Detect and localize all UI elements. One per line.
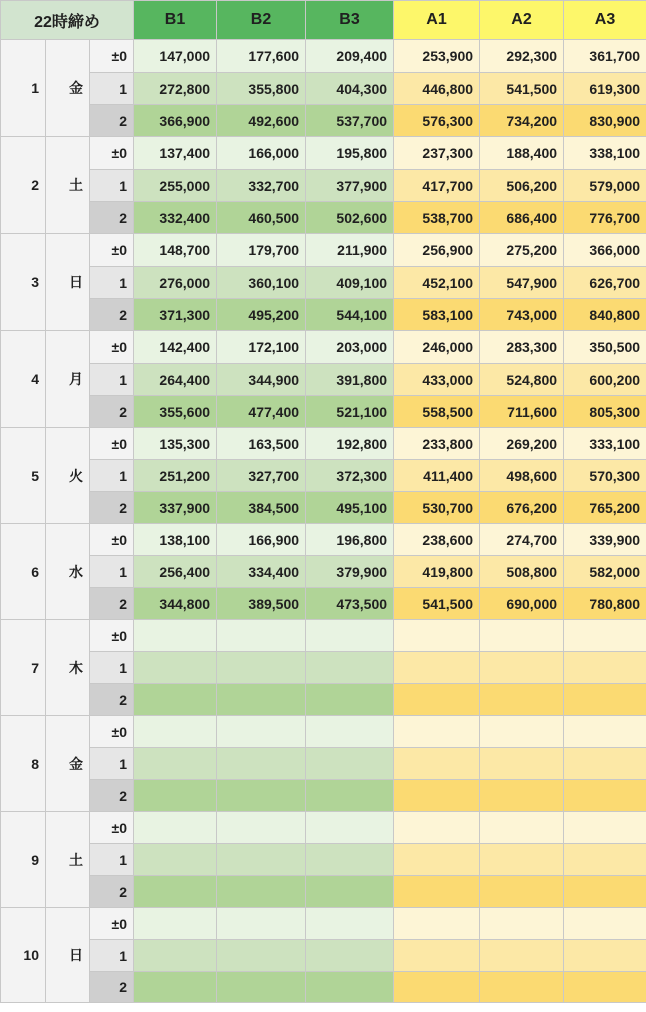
price-cell-a2 (480, 684, 564, 716)
price-cell-a3 (564, 908, 646, 940)
price-cell-b2: 495,200 (217, 299, 306, 331)
table-row (1, 812, 646, 844)
sub-row-label: 1 (90, 556, 134, 588)
price-cell-b2 (217, 876, 306, 908)
price-cell-b2: 177,600 (217, 40, 306, 73)
price-cell-a1 (394, 908, 480, 940)
table-row (1, 170, 646, 202)
table-row (1, 202, 646, 234)
price-cell-a3 (564, 876, 646, 908)
price-cell-a1: 452,100 (394, 267, 480, 299)
price-cell-a3 (564, 972, 646, 1003)
price-cell-b2 (217, 812, 306, 844)
day-number-cell: 6 (1, 524, 46, 620)
weekday-cell: 火 (46, 428, 90, 524)
price-cell-a1 (394, 844, 480, 876)
price-cell-a1 (394, 940, 480, 972)
price-cell-a1: 530,700 (394, 492, 480, 524)
day-number-cell: 10 (1, 908, 46, 1003)
sub-row-label: 2 (90, 396, 134, 428)
price-cell-a2: 506,200 (480, 170, 564, 202)
sub-row-label: 1 (90, 73, 134, 105)
price-cell-b2 (217, 940, 306, 972)
price-cell-b3: 211,900 (306, 234, 394, 267)
price-cell-b2 (217, 972, 306, 1003)
price-cell-b2 (217, 652, 306, 684)
price-cell-a1: 253,900 (394, 40, 480, 73)
price-cell-a1 (394, 684, 480, 716)
table-row (1, 105, 646, 137)
price-cell-a2: 269,200 (480, 428, 564, 460)
price-cell-a2 (480, 940, 564, 972)
price-cell-b3 (306, 652, 394, 684)
weekday-cell: 金 (46, 40, 90, 137)
price-cell-a1: 246,000 (394, 331, 480, 364)
sub-row-label: 2 (90, 202, 134, 234)
table-row (1, 396, 646, 428)
price-cell-a3: 579,000 (564, 170, 646, 202)
price-cell-a2 (480, 652, 564, 684)
price-cell-a3: 570,300 (564, 460, 646, 492)
price-cell-a1 (394, 748, 480, 780)
price-cell-b1: 256,400 (134, 556, 217, 588)
price-cell-b2: 163,500 (217, 428, 306, 460)
price-cell-b3 (306, 620, 394, 652)
price-cell-b2: 344,900 (217, 364, 306, 396)
price-cell-a1 (394, 876, 480, 908)
price-cell-a1: 541,500 (394, 588, 480, 620)
price-cell-a1: 411,400 (394, 460, 480, 492)
price-cell-b1: 344,800 (134, 588, 217, 620)
price-cell-a2: 508,800 (480, 556, 564, 588)
table-row (1, 40, 646, 73)
price-cell-b2: 166,000 (217, 137, 306, 170)
price-cell-a3: 619,300 (564, 73, 646, 105)
sub-row-label: 1 (90, 940, 134, 972)
price-cell-a1: 576,300 (394, 105, 480, 137)
price-cell-a3: 765,200 (564, 492, 646, 524)
price-cell-b1 (134, 972, 217, 1003)
table-row (1, 908, 646, 940)
table-row (1, 972, 646, 1003)
weekday-cell: 日 (46, 234, 90, 331)
sub-row-label: 1 (90, 460, 134, 492)
price-cell-b2: 334,400 (217, 556, 306, 588)
price-cell-a2 (480, 780, 564, 812)
price-cell-b3 (306, 684, 394, 716)
price-cell-a2: 274,700 (480, 524, 564, 556)
price-cell-b1: 276,000 (134, 267, 217, 299)
price-cell-b2: 384,500 (217, 492, 306, 524)
price-cell-a3 (564, 620, 646, 652)
price-cell-b2 (217, 844, 306, 876)
day-number-cell: 5 (1, 428, 46, 524)
table-row (1, 234, 646, 267)
price-cell-b3: 372,300 (306, 460, 394, 492)
price-cell-a3: 361,700 (564, 40, 646, 73)
price-cell-b3: 495,100 (306, 492, 394, 524)
price-cell-b1: 138,100 (134, 524, 217, 556)
price-cell-a2: 743,000 (480, 299, 564, 331)
sub-row-label: ±0 (90, 428, 134, 460)
price-cell-b2 (217, 620, 306, 652)
price-cell-b1 (134, 620, 217, 652)
weekday-cell: 土 (46, 137, 90, 234)
weekday-cell: 木 (46, 620, 90, 716)
table-row (1, 524, 646, 556)
price-cell-b3 (306, 748, 394, 780)
price-cell-b3 (306, 908, 394, 940)
table-row (1, 620, 646, 652)
price-cell-a1: 233,800 (394, 428, 480, 460)
price-cell-a3: 776,700 (564, 202, 646, 234)
price-cell-a2 (480, 748, 564, 780)
price-cell-b3: 209,400 (306, 40, 394, 73)
price-cell-b3: 192,800 (306, 428, 394, 460)
price-cell-a1: 446,800 (394, 73, 480, 105)
price-cell-a2: 541,500 (480, 73, 564, 105)
sub-row-label: 2 (90, 588, 134, 620)
price-cell-a2: 498,600 (480, 460, 564, 492)
table-row (1, 844, 646, 876)
table-title: 22時締め (1, 1, 134, 40)
price-cell-a2 (480, 876, 564, 908)
table-body (1, 40, 646, 1003)
sub-row-label: 1 (90, 652, 134, 684)
price-cell-a3: 840,800 (564, 299, 646, 331)
price-cell-a3: 780,800 (564, 588, 646, 620)
price-cell-b3: 404,300 (306, 73, 394, 105)
sub-row-label: 1 (90, 748, 134, 780)
price-cell-b1: 147,000 (134, 40, 217, 73)
price-cell-b3 (306, 812, 394, 844)
price-cell-a3 (564, 748, 646, 780)
price-cell-b3 (306, 780, 394, 812)
price-cell-b2: 355,800 (217, 73, 306, 105)
column-header-a3: A3 (564, 1, 646, 40)
price-cell-b1: 355,600 (134, 396, 217, 428)
price-cell-b1 (134, 908, 217, 940)
price-cell-b1: 332,400 (134, 202, 217, 234)
day-number-cell: 2 (1, 137, 46, 234)
table-row (1, 492, 646, 524)
sub-row-label: ±0 (90, 331, 134, 364)
price-cell-a3 (564, 812, 646, 844)
price-cell-b3: 203,000 (306, 331, 394, 364)
price-cell-b3 (306, 844, 394, 876)
header-row (1, 1, 646, 40)
sub-row-label: 2 (90, 972, 134, 1003)
weekday-cell: 日 (46, 908, 90, 1003)
price-cell-a3: 338,100 (564, 137, 646, 170)
price-cell-b3 (306, 716, 394, 748)
column-header-a1: A1 (394, 1, 480, 40)
sub-row-label: ±0 (90, 234, 134, 267)
day-number-cell: 7 (1, 620, 46, 716)
price-cell-a1: 238,600 (394, 524, 480, 556)
price-cell-a2: 711,600 (480, 396, 564, 428)
price-cell-b1 (134, 780, 217, 812)
price-cell-a2: 283,300 (480, 331, 564, 364)
price-cell-a2: 690,000 (480, 588, 564, 620)
price-cell-a3 (564, 844, 646, 876)
price-cell-a2 (480, 716, 564, 748)
price-cell-b2 (217, 908, 306, 940)
price-cell-b2 (217, 748, 306, 780)
price-cell-a2: 734,200 (480, 105, 564, 137)
price-cell-a1: 256,900 (394, 234, 480, 267)
sub-row-label: ±0 (90, 524, 134, 556)
price-cell-b3: 195,800 (306, 137, 394, 170)
day-number-cell: 4 (1, 331, 46, 428)
price-cell-b1: 366,900 (134, 105, 217, 137)
price-cell-b2 (217, 716, 306, 748)
price-cell-a1 (394, 812, 480, 844)
price-cell-a3: 805,300 (564, 396, 646, 428)
price-cell-a2: 676,200 (480, 492, 564, 524)
price-cell-b1: 148,700 (134, 234, 217, 267)
day-number-cell: 3 (1, 234, 46, 331)
price-cell-b2: 460,500 (217, 202, 306, 234)
price-cell-a1: 558,500 (394, 396, 480, 428)
price-cell-a3 (564, 716, 646, 748)
price-cell-b3: 196,800 (306, 524, 394, 556)
price-cell-b1: 272,800 (134, 73, 217, 105)
price-cell-a2 (480, 812, 564, 844)
table-row (1, 73, 646, 105)
price-cell-b1 (134, 844, 217, 876)
sub-row-label: ±0 (90, 620, 134, 652)
price-cell-b1 (134, 876, 217, 908)
price-cell-b2: 166,900 (217, 524, 306, 556)
price-cell-a1 (394, 652, 480, 684)
price-cell-a3: 333,100 (564, 428, 646, 460)
weekday-cell: 土 (46, 812, 90, 908)
price-cell-a2 (480, 844, 564, 876)
price-cell-a1 (394, 972, 480, 1003)
table-row (1, 267, 646, 299)
table-row (1, 684, 646, 716)
price-cell-b2 (217, 684, 306, 716)
price-cell-a3: 582,000 (564, 556, 646, 588)
sub-row-label: 2 (90, 876, 134, 908)
price-cell-a3: 626,700 (564, 267, 646, 299)
price-cell-b2: 172,100 (217, 331, 306, 364)
sub-row-label: 1 (90, 170, 134, 202)
price-cell-b2: 492,600 (217, 105, 306, 137)
price-cell-a3: 830,900 (564, 105, 646, 137)
column-header-a2: A2 (480, 1, 564, 40)
price-cell-a3 (564, 780, 646, 812)
price-cell-b3: 537,700 (306, 105, 394, 137)
price-cell-a2 (480, 972, 564, 1003)
price-cell-b3: 409,100 (306, 267, 394, 299)
price-cell-a3 (564, 940, 646, 972)
price-cell-a2: 275,200 (480, 234, 564, 267)
price-cell-a2: 686,400 (480, 202, 564, 234)
column-header-b2: B2 (217, 1, 306, 40)
price-cell-b3: 544,100 (306, 299, 394, 331)
table-row (1, 588, 646, 620)
price-cell-a3: 366,000 (564, 234, 646, 267)
price-cell-b3 (306, 940, 394, 972)
price-cell-a1: 583,100 (394, 299, 480, 331)
day-number-cell: 9 (1, 812, 46, 908)
price-cell-a3 (564, 684, 646, 716)
price-cell-b1: 255,000 (134, 170, 217, 202)
price-cell-b2: 327,700 (217, 460, 306, 492)
price-cell-b2: 389,500 (217, 588, 306, 620)
table-row (1, 137, 646, 170)
weekday-cell: 金 (46, 716, 90, 812)
table-row (1, 428, 646, 460)
price-cell-a1 (394, 780, 480, 812)
price-cell-a2: 292,300 (480, 40, 564, 73)
price-cell-a1: 433,000 (394, 364, 480, 396)
weekday-cell: 水 (46, 524, 90, 620)
price-cell-a2 (480, 620, 564, 652)
price-cell-b3 (306, 972, 394, 1003)
price-cell-b2 (217, 780, 306, 812)
price-cell-b1 (134, 716, 217, 748)
price-cell-b3: 379,900 (306, 556, 394, 588)
sub-row-label: ±0 (90, 137, 134, 170)
price-cell-b3: 473,500 (306, 588, 394, 620)
sub-row-label: ±0 (90, 40, 134, 73)
table-row (1, 364, 646, 396)
table-row (1, 331, 646, 364)
price-cell-b1: 142,400 (134, 331, 217, 364)
price-cell-b1: 251,200 (134, 460, 217, 492)
price-cell-b1 (134, 812, 217, 844)
price-cell-a2: 524,800 (480, 364, 564, 396)
column-header-b1: B1 (134, 1, 217, 40)
table-row (1, 299, 646, 331)
table-row (1, 748, 646, 780)
price-cell-b1: 337,900 (134, 492, 217, 524)
price-cell-b1 (134, 652, 217, 684)
price-cell-b2: 360,100 (217, 267, 306, 299)
price-cell-a1 (394, 620, 480, 652)
price-cell-a3: 339,900 (564, 524, 646, 556)
table-row (1, 460, 646, 492)
table-row (1, 716, 646, 748)
day-number-cell: 1 (1, 40, 46, 137)
table-row (1, 876, 646, 908)
price-cell-b1: 137,400 (134, 137, 217, 170)
price-cell-b1 (134, 940, 217, 972)
sub-row-label: 1 (90, 364, 134, 396)
price-cell-a1: 237,300 (394, 137, 480, 170)
sub-row-label: ±0 (90, 716, 134, 748)
price-cell-a2: 188,400 (480, 137, 564, 170)
price-cell-a2 (480, 908, 564, 940)
price-cell-a2: 547,900 (480, 267, 564, 299)
price-cell-a1 (394, 716, 480, 748)
price-cell-b2: 179,700 (217, 234, 306, 267)
column-header-b3: B3 (306, 1, 394, 40)
table-row (1, 556, 646, 588)
price-cell-a1: 538,700 (394, 202, 480, 234)
sub-row-label: 2 (90, 780, 134, 812)
weekday-cell: 月 (46, 331, 90, 428)
price-cell-a3 (564, 652, 646, 684)
price-cell-b1: 371,300 (134, 299, 217, 331)
price-cell-b3: 377,900 (306, 170, 394, 202)
price-cell-b1 (134, 748, 217, 780)
price-cell-b1: 264,400 (134, 364, 217, 396)
sub-row-label: 1 (90, 267, 134, 299)
sub-row-label: 1 (90, 844, 134, 876)
day-number-cell: 8 (1, 716, 46, 812)
table-row (1, 652, 646, 684)
table-row (1, 940, 646, 972)
price-cell-a1: 417,700 (394, 170, 480, 202)
price-cell-b3: 391,800 (306, 364, 394, 396)
price-cell-a3: 600,200 (564, 364, 646, 396)
price-cell-a3: 350,500 (564, 331, 646, 364)
sub-row-label: 2 (90, 299, 134, 331)
price-cell-a1: 419,800 (394, 556, 480, 588)
sub-row-label: 2 (90, 105, 134, 137)
price-cell-b3 (306, 876, 394, 908)
sub-row-label: ±0 (90, 812, 134, 844)
price-cell-b2: 477,400 (217, 396, 306, 428)
price-cell-b1: 135,300 (134, 428, 217, 460)
sub-row-label: 2 (90, 684, 134, 716)
price-cell-b3: 502,600 (306, 202, 394, 234)
price-cell-b2: 332,700 (217, 170, 306, 202)
sub-row-label: 2 (90, 492, 134, 524)
sub-row-label: ±0 (90, 908, 134, 940)
table-row (1, 780, 646, 812)
price-cell-b3: 521,100 (306, 396, 394, 428)
price-cell-b1 (134, 684, 217, 716)
